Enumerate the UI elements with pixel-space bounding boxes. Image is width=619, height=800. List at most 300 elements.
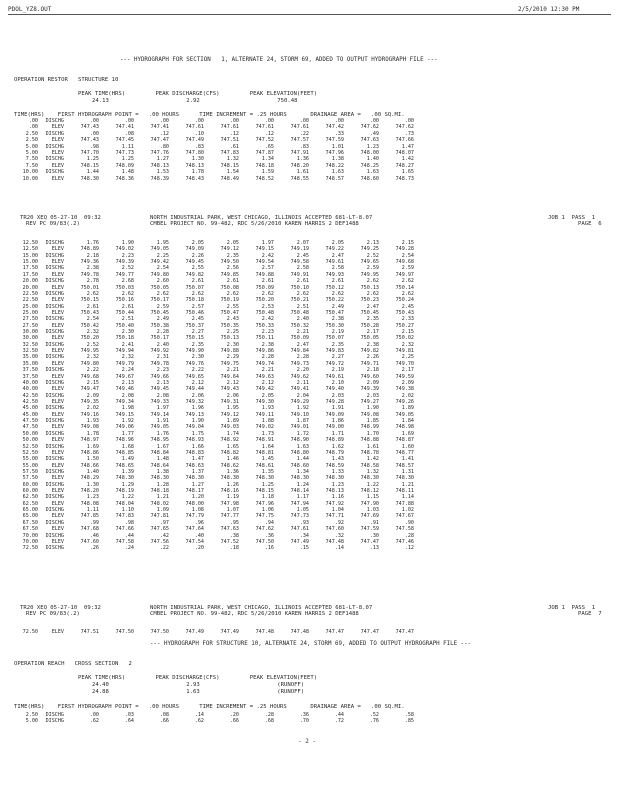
row-value: 750.33	[255, 322, 274, 329]
row-value: 747.65	[150, 526, 169, 533]
table-row	[14, 273, 414, 278]
row-label: DISCHG	[45, 278, 64, 285]
row-value: 750.48	[290, 309, 309, 316]
row-value: 750.02	[395, 335, 414, 342]
row-value: 747.61	[290, 124, 309, 131]
row-value: 750.14	[395, 284, 414, 291]
row-value: 749.45	[185, 259, 204, 266]
row-value: 1.61	[296, 169, 309, 176]
row-value: 1.07	[226, 507, 239, 514]
row-value: 1.88	[261, 418, 274, 425]
table-row	[14, 419, 414, 424]
row-value: .64	[124, 718, 134, 725]
row-value: 748.73	[395, 175, 414, 182]
row-label: DISCHG	[45, 392, 64, 399]
row-label: DISCHG	[45, 418, 64, 425]
row-value: 1.71	[331, 430, 344, 437]
row-value: 1.92	[121, 418, 134, 425]
row-value: 747.49	[290, 538, 309, 545]
row-value: 748.08	[80, 500, 99, 507]
row-value: .99	[89, 519, 99, 526]
row-value: 748.36	[115, 175, 134, 182]
row-value: 1.10	[121, 507, 134, 514]
row-value: 747.58	[115, 538, 134, 545]
table-row	[14, 381, 414, 386]
row-value: 1.23	[331, 481, 344, 488]
row-value: 1.33	[331, 468, 344, 475]
row-value: 747.43	[80, 137, 99, 144]
row-value: 1.21	[401, 481, 414, 488]
row-value: 747.51	[80, 629, 99, 635]
row-value: 750.21	[290, 297, 309, 304]
row-value: 2.12	[191, 379, 204, 386]
row-value: 1.36	[226, 468, 239, 475]
run-header-mid-3: NORTH INDUSTRIAL PARK, WEST CHICAGO, ILLINOIS ACCEPTED 681-LT-8.07	[150, 605, 373, 611]
row-value: 2.15	[401, 329, 414, 336]
row-label: DISCHG	[45, 316, 64, 323]
row-value: 749.33	[150, 399, 169, 405]
row-value: 2.54	[156, 265, 169, 272]
table-row	[14, 630, 414, 635]
row-value: 749.63	[255, 373, 274, 380]
row-value: 749.39	[360, 386, 379, 393]
row-value: 1.68	[121, 443, 134, 450]
row-value: 749.09	[325, 411, 344, 418]
row-label: ELEV	[51, 500, 64, 507]
row-value: 2.28	[296, 354, 309, 361]
row-value: 1.34	[261, 156, 274, 163]
row-value: 750.07	[325, 335, 344, 342]
run-header-mid-4: CMBEL PROJECT NO. 99-482, RDC 5/26/2010 KAREN HARRIS 2 DEF1488	[150, 611, 359, 617]
row-value: 747.80	[185, 150, 204, 156]
row-value: 1.38	[331, 156, 344, 163]
row-value: 750.38	[150, 322, 169, 329]
row-time: .00	[28, 118, 38, 124]
row-value: 748.00	[360, 150, 379, 156]
table-row	[14, 132, 414, 137]
row-time: 40.00	[22, 379, 38, 386]
row-value: .68	[264, 718, 274, 725]
row-value: 749.13	[185, 411, 204, 418]
row-value: 750.30	[325, 322, 344, 329]
run-header-left-3: TR20 XEQ 05-27-10 09:32	[20, 605, 101, 611]
row-value: 1.11	[86, 507, 99, 514]
row-value: 747.91	[290, 150, 309, 156]
row-value: .92	[334, 519, 344, 526]
row-label: DISCHG	[45, 354, 64, 361]
row-value: 1.40	[366, 156, 379, 163]
table-row	[14, 330, 414, 335]
row-value: 1.64	[261, 443, 274, 450]
row-value: 2.19	[331, 329, 344, 336]
row-value: 750.18	[115, 335, 134, 342]
row-value: 1.37	[191, 468, 204, 475]
row-label: DISCHG	[45, 494, 64, 501]
row-value: 747.63	[220, 526, 239, 533]
row-value: 749.72	[325, 360, 344, 367]
row-value: 1.42	[366, 456, 379, 463]
table-row	[14, 286, 414, 291]
row-value: 2.04	[296, 392, 309, 399]
row-value: 747.51	[220, 137, 239, 144]
row-value: 748.18	[255, 162, 274, 169]
row-value: 2.29	[226, 354, 239, 361]
row-value: 2.18	[86, 252, 99, 259]
row-value: 747.50	[115, 629, 134, 635]
row-time: 32.50	[22, 348, 38, 355]
row-value: 2.57	[191, 303, 204, 310]
table-row	[14, 464, 414, 469]
table-row	[14, 713, 414, 718]
row-value: 749.02	[255, 424, 274, 431]
row-value: 2.35	[226, 252, 239, 259]
row-value: 1.36	[296, 156, 309, 163]
row-time: 35.00	[22, 360, 38, 367]
row-value: 1.25	[261, 481, 274, 488]
row-value: 750.45	[360, 309, 379, 316]
row-value: 749.73	[290, 360, 309, 367]
row-value: 749.34	[115, 399, 134, 405]
row-value: 747.98	[220, 500, 239, 507]
row-value: .00	[264, 118, 274, 124]
row-value: 2.49	[156, 316, 169, 323]
run-header-left-1: TR20 XEQ 05-27-10 09:32	[20, 215, 101, 221]
row-value: 1.44	[296, 456, 309, 463]
row-value: 2.30	[226, 341, 239, 348]
row-time: 17.50	[22, 265, 38, 272]
row-value: 2.28	[156, 329, 169, 336]
row-value: 747.85	[80, 513, 99, 520]
row-value: 2.58	[296, 265, 309, 272]
row-value: 749.28	[395, 246, 414, 253]
row-value: .42	[159, 532, 169, 539]
row-value: 747.58	[395, 526, 414, 533]
row-value: 747.49	[220, 629, 239, 635]
table-row	[14, 266, 414, 271]
row-value: 748.66	[80, 462, 99, 469]
row-value: 748.83	[185, 449, 204, 456]
table-row	[14, 400, 414, 405]
row-value: .96	[194, 519, 204, 526]
row-value: 748.89	[80, 246, 99, 253]
row-time: 42.50	[22, 392, 38, 399]
row-value: 749.11	[255, 411, 274, 418]
row-value: 1.09	[156, 507, 169, 514]
row-value: 750.15	[80, 297, 99, 304]
row-value: 1.16	[331, 494, 344, 501]
row-value: 750.12	[325, 284, 344, 291]
row-value: 2.51	[121, 316, 134, 323]
row-label: ELEV	[51, 335, 64, 342]
row-value: 748.95	[150, 437, 169, 444]
row-label: DISCHG	[45, 468, 64, 475]
peak-labels-1: PEAK TIME(HRS) PEAK DISCHARGE(CFS) PEAK ELEVATION(FEET)	[78, 91, 318, 97]
row-time: 2.50	[25, 137, 38, 144]
row-value: 748.25	[360, 162, 379, 169]
row-value: .72	[334, 718, 344, 725]
row-value: .38	[229, 532, 239, 539]
row-value: 1.72	[296, 430, 309, 437]
row-value: .44	[334, 712, 344, 718]
row-value: 748.30	[185, 475, 204, 482]
row-value: 748.43	[185, 175, 204, 182]
row-value: 748.58	[360, 462, 379, 469]
row-value: 1.20	[191, 494, 204, 501]
row-value: 2.43	[226, 316, 239, 323]
row-value: 2.17	[366, 329, 379, 336]
row-value: .36	[264, 532, 274, 539]
row-value: 749.77	[115, 271, 134, 278]
row-time: 10.00	[22, 169, 38, 176]
row-value: 2.32	[401, 341, 414, 348]
row-value: 749.61	[325, 373, 344, 380]
row-value: .13	[369, 545, 379, 552]
row-value: 750.16	[115, 297, 134, 304]
table-row	[14, 138, 414, 143]
table-row	[14, 305, 414, 310]
row-time: 37.50	[22, 373, 38, 380]
row-value: .26	[89, 545, 99, 552]
row-value: 750.05	[150, 284, 169, 291]
table-row	[14, 260, 414, 265]
row-value: 2.05	[191, 240, 204, 246]
run-header-right-3: JOB 1 PASS 1	[548, 605, 596, 611]
row-value: 2.09	[401, 379, 414, 386]
row-value: 1.42	[401, 156, 414, 163]
row-value: 2.11	[296, 379, 309, 386]
row-value: 750.19	[220, 297, 239, 304]
row-value: 747.47	[395, 629, 414, 635]
row-value: 2.17	[401, 367, 414, 374]
row-label: DISCHG	[45, 252, 64, 259]
row-value: 749.08	[360, 411, 379, 418]
row-time: 32.50	[22, 341, 38, 348]
row-value: 749.43	[220, 386, 239, 393]
row-value: 749.39	[115, 259, 134, 266]
row-label: DISCHG	[45, 532, 64, 539]
row-value: 747.73	[115, 150, 134, 156]
row-value: 748.30	[80, 175, 99, 182]
row-value: 750.42	[80, 322, 99, 329]
row-value: 2.12	[261, 379, 274, 386]
table-row	[14, 394, 414, 399]
row-value: 2.28	[261, 354, 274, 361]
row-value: 2.32	[86, 329, 99, 336]
row-value: 750.11	[255, 335, 274, 342]
table-row	[14, 719, 414, 724]
row-value: 2.61	[191, 278, 204, 285]
row-value: 748.77	[395, 449, 414, 456]
row-value: 748.98	[395, 424, 414, 431]
row-value: 2.62	[401, 278, 414, 285]
row-value: 1.48	[121, 169, 134, 176]
row-value: .00	[89, 130, 99, 137]
row-value: 749.16	[80, 411, 99, 418]
row-value: 747.42	[325, 124, 344, 131]
row-time: 67.50	[22, 519, 38, 526]
row-value: 748.15	[255, 488, 274, 495]
row-value: 2.25	[156, 252, 169, 259]
table-row	[14, 534, 414, 539]
row-value: 1.38	[156, 468, 169, 475]
row-value: .00	[89, 118, 99, 124]
row-time: 17.50	[22, 271, 38, 278]
row-value: 2.61	[331, 278, 344, 285]
row-value: 1.63	[366, 169, 379, 176]
row-value: 747.41	[150, 124, 169, 131]
row-time: 30.00	[22, 329, 38, 336]
row-value: 748.79	[325, 449, 344, 456]
row-value: 748.13	[185, 162, 204, 169]
row-value: 1.60	[401, 443, 414, 450]
row-value: 748.57	[325, 175, 344, 182]
row-label: DISCHG	[45, 430, 64, 437]
row-value: 749.95	[80, 348, 99, 355]
row-value: 749.82	[185, 271, 204, 278]
row-value: 1.05	[296, 507, 309, 514]
row-value: 1.21	[156, 494, 169, 501]
row-value: 2.13	[121, 379, 134, 386]
table-row	[14, 406, 414, 411]
row-time: 52.50	[22, 449, 38, 456]
row-value: 748.30	[255, 475, 274, 482]
row-value: 1.46	[226, 456, 239, 463]
row-time: 45.00	[22, 411, 38, 418]
row-value: 2.23	[261, 329, 274, 336]
row-label: ELEV	[51, 449, 64, 456]
row-value: .73	[404, 130, 414, 137]
row-value: 2.33	[401, 316, 414, 323]
row-value: 2.62	[86, 290, 99, 297]
table-row	[14, 254, 414, 259]
peak-labels-2: PEAK TIME(HRS) PEAK DISCHARGE(CFS) PEAK ELEVATION(FEET)	[78, 675, 318, 681]
row-value: .03	[124, 712, 134, 718]
row-value: 749.88	[220, 348, 239, 355]
row-label: ELEV	[51, 284, 64, 291]
row-value: 749.01	[290, 424, 309, 431]
row-value: 749.15	[255, 246, 274, 253]
row-value: .34	[299, 532, 309, 539]
row-value: 749.10	[290, 411, 309, 418]
row-time: 25.00	[22, 303, 38, 310]
row-value: 748.15	[220, 162, 239, 169]
row-value: 1.23	[366, 143, 379, 150]
row-value: 747.52	[255, 137, 274, 144]
hydrograph-banner-1: --- HYDROGRAPH FOR SECTION 1, ALTERNATE 24, STORM 69, ADDED TO OUTPUT HYDROGRAPH FILE ---	[120, 57, 438, 63]
row-time: 70.00	[22, 532, 38, 539]
row-value: .62	[89, 718, 99, 725]
row-label: ELEV	[51, 488, 64, 495]
row-value: .76	[369, 718, 379, 725]
row-value: 2.21	[296, 329, 309, 336]
row-value: 2.54	[401, 252, 414, 259]
row-value: 748.07	[395, 150, 414, 156]
row-value: 749.80	[150, 271, 169, 278]
row-value: 747.67	[395, 513, 414, 520]
column-header-1: TIME(HRS) FIRST HYDROGRAPH POINT = .00 HOURS TIME INCREMENT = .25 HOURS DRAINAGE AREA = .00 SQ.MI.	[14, 112, 405, 118]
table-row	[14, 451, 414, 456]
row-label: ELEV	[51, 175, 64, 182]
row-value: 1.03	[366, 507, 379, 514]
row-time: 37.50	[22, 367, 38, 374]
row-value: 1.75	[191, 430, 204, 437]
row-value: .00	[194, 118, 204, 124]
row-value: 747.75	[255, 513, 274, 520]
hydrograph-banner-2: --- HYDROGRAPH FOR STRUCTURE 10, ALTERNATE 24, STORM 69, ADDED TO OUTPUT HYDROGRAPH FILE ---	[150, 641, 472, 647]
table-row	[14, 311, 414, 316]
row-value: .00	[369, 118, 379, 124]
table-row	[14, 540, 414, 545]
row-value: 748.13	[325, 488, 344, 495]
row-value: 748.91	[255, 437, 274, 444]
row-value: 2.18	[366, 367, 379, 374]
row-value: 750.10	[290, 284, 309, 291]
row-value: 1.84	[401, 418, 414, 425]
table-row	[14, 438, 414, 443]
row-label: DISCHG	[45, 367, 64, 374]
row-value: 1.91	[331, 405, 344, 412]
row-time: 27.50	[22, 316, 38, 323]
row-value: 749.44	[185, 386, 204, 393]
row-value: 2.41	[121, 341, 134, 348]
row-value: 750.27	[395, 322, 414, 329]
row-value: 2.62	[121, 290, 134, 297]
row-value: 748.09	[115, 162, 134, 169]
row-value: 747.61	[290, 526, 309, 533]
row-value: 747.62	[395, 124, 414, 131]
row-value: 2.51	[296, 303, 309, 310]
row-value: 749.92	[150, 348, 169, 355]
peak-values-1: 24.13 2.92 750.48	[92, 98, 298, 104]
row-value: 2.53	[261, 303, 274, 310]
row-value: 1.87	[296, 418, 309, 425]
row-value: 748.99	[360, 424, 379, 431]
row-value: 747.83	[115, 513, 134, 520]
row-value: 1.93	[86, 418, 99, 425]
row-value: 748.49	[220, 175, 239, 182]
row-label: ELEV	[51, 271, 64, 278]
row-value: 2.57	[261, 265, 274, 272]
row-value: 1.25	[121, 156, 134, 163]
row-label: DISCHG	[45, 519, 64, 526]
table-row	[14, 177, 414, 182]
row-value: .52	[369, 712, 379, 718]
row-value: 748.19	[115, 488, 134, 495]
row-value: 750.20	[80, 335, 99, 342]
row-time: 57.50	[22, 468, 38, 475]
row-value: 1.47	[191, 456, 204, 463]
row-value: 749.65	[360, 259, 379, 266]
row-value: 749.78	[80, 271, 99, 278]
row-value: 749.64	[220, 373, 239, 380]
row-value: 749.76	[185, 360, 204, 367]
row-value: 2.42	[261, 252, 274, 259]
row-value: 2.13	[366, 240, 379, 246]
row-value: 1.14	[401, 494, 414, 501]
row-value: 748.89	[325, 437, 344, 444]
row-value: .12	[229, 130, 239, 137]
row-value: 2.35	[366, 316, 379, 323]
row-value: 1.28	[156, 481, 169, 488]
row-value: 2.62	[226, 290, 239, 297]
row-time: 22.50	[22, 297, 38, 304]
row-value: 748.16	[220, 488, 239, 495]
table-row	[14, 317, 414, 322]
row-label: ELEV	[51, 526, 64, 533]
row-value: .83	[194, 143, 204, 150]
row-value: 747.50	[255, 538, 274, 545]
table-row	[14, 164, 414, 169]
